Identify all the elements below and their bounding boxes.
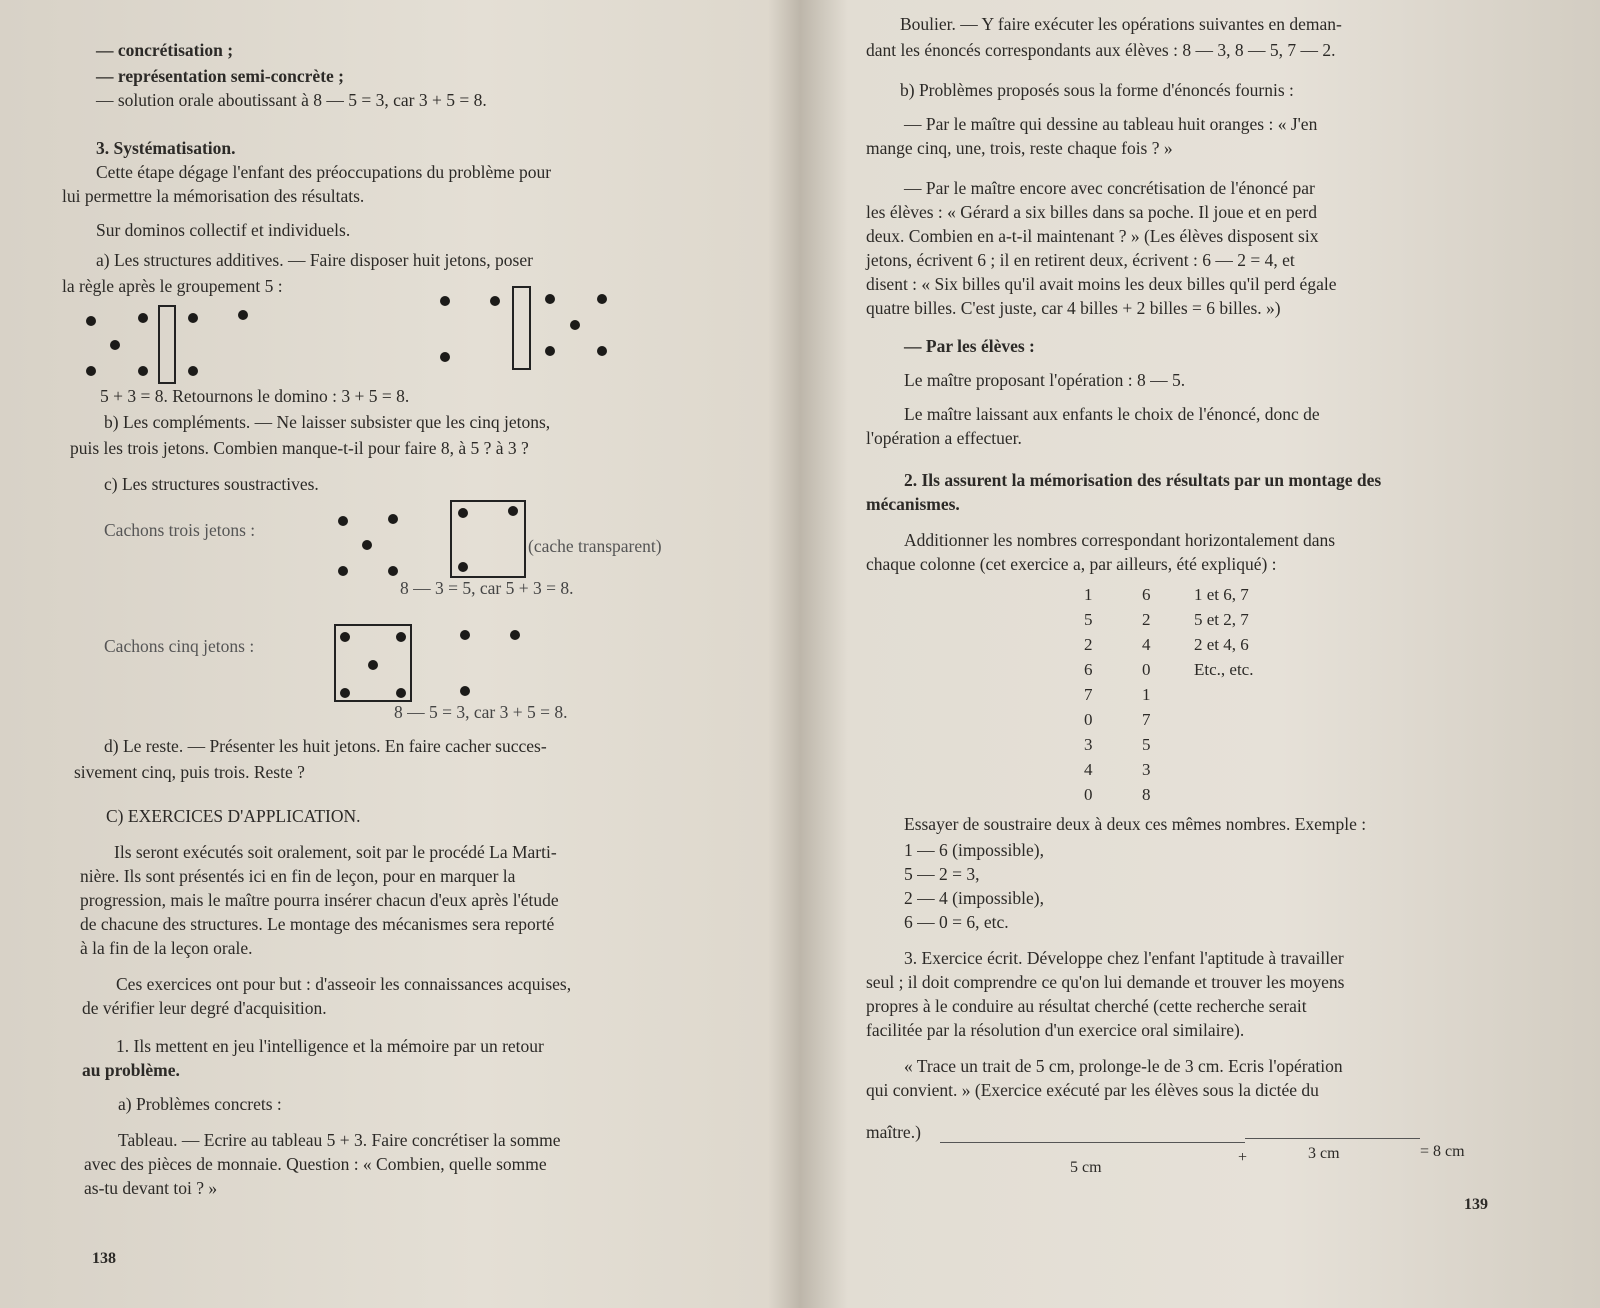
table-cell: 1 et 6, 7 bbox=[1194, 585, 1249, 604]
text-line: 8 — 3 = 5, car 5 + 3 = 8. bbox=[400, 578, 574, 598]
text-line: chaque colonne (cet exercice a, par ailleurs, été expliqué) : bbox=[866, 554, 1277, 574]
text-line: nière. Ils sont présentés ici en fin de leçon, pour en marquer la bbox=[80, 866, 516, 886]
text-line: Essayer de soustraire deux à deux ces mêmes nombres. Exemple : bbox=[904, 814, 1367, 834]
text-line: Cachons trois jetons : bbox=[104, 520, 256, 540]
text-line: c) Les structures soustractives. bbox=[104, 474, 319, 494]
left-page bbox=[0, 0, 790, 1308]
text-line: Additionner les nombres correspondant horizontalement dans bbox=[904, 530, 1336, 550]
table-cell: 3 bbox=[1142, 760, 1151, 779]
segment-label: 3 cm bbox=[1308, 1145, 1340, 1162]
text-line: les élèves : « Gérard a six billes dans sa poche. Il joue et en perd bbox=[866, 202, 1317, 222]
text-line: d) Le reste. — Présenter les huit jetons. En faire cacher succes- bbox=[104, 736, 547, 756]
table-cell: 0 bbox=[1084, 785, 1093, 804]
table-cell: 6 bbox=[1142, 585, 1151, 604]
table-cell: 1 bbox=[1142, 685, 1151, 704]
text-line: avec des pièces de monnaie. Question : « Combien, quelle somme bbox=[84, 1154, 547, 1174]
text-line: Ils seront exécutés soit oralement, soit par le procédé La Marti- bbox=[114, 842, 557, 862]
text-line: dant les énoncés correspondants aux élèves : 8 — 3, 8 — 5, 7 — 2. bbox=[866, 40, 1336, 60]
text-line: Le maître laissant aux enfants le choix de l'énoncé, donc de bbox=[904, 404, 1320, 424]
page-number: 139 bbox=[1464, 1196, 1488, 1213]
text-line: facilitée par la résolution d'un exercice oral similaire). bbox=[866, 1020, 1245, 1040]
token-dot bbox=[508, 506, 518, 516]
token-dot bbox=[368, 660, 378, 670]
token-dot bbox=[388, 514, 398, 524]
section-heading: 2. Ils assurent la mémorisation des résultats par un montage des bbox=[904, 470, 1382, 490]
text-line: de vérifier leur degré d'acquisition. bbox=[82, 998, 327, 1018]
text-line: 6 — 0 = 6, etc. bbox=[904, 912, 1009, 932]
table-cell: 0 bbox=[1084, 710, 1093, 729]
text-line: l'opération a effectuer. bbox=[866, 428, 1022, 448]
token-dot bbox=[458, 562, 468, 572]
table-cell: Etc., etc. bbox=[1194, 660, 1254, 679]
token-dot bbox=[340, 688, 350, 698]
text-line: sivement cinq, puis trois. Reste ? bbox=[74, 762, 305, 782]
ruler-bar bbox=[512, 286, 531, 370]
text-line: disent : « Six billes qu'il avait moins les deux billes qu'il perd égale bbox=[866, 274, 1337, 294]
table-cell: 2 bbox=[1084, 635, 1093, 654]
text-line: puis les trois jetons. Combien manque-t-il pour faire 8, à 5 ? à 3 ? bbox=[70, 438, 529, 458]
table-cell: 2 et 4, 6 bbox=[1194, 635, 1249, 654]
table-cell: 4 bbox=[1142, 635, 1151, 654]
token-dot bbox=[188, 313, 198, 323]
text-line: maître.) bbox=[866, 1122, 921, 1142]
text-line: — Par les élèves : bbox=[904, 336, 1035, 356]
segment-label: 5 cm bbox=[1070, 1159, 1102, 1176]
token-dot bbox=[388, 566, 398, 576]
table-cell: 3 bbox=[1084, 735, 1093, 754]
text-line: de chacune des structures. Le montage des mécanismes sera reporté bbox=[80, 914, 555, 934]
segment-label: + bbox=[1238, 1149, 1248, 1166]
segment-label: = 8 cm bbox=[1420, 1143, 1465, 1160]
token-dot bbox=[460, 630, 470, 640]
table-row bbox=[1084, 782, 1324, 807]
table-row bbox=[1084, 657, 1324, 682]
text-line: — Par le maître encore avec concrétisation de l'énoncé par bbox=[904, 178, 1315, 198]
text-line: Cachons cinq jetons : bbox=[104, 636, 255, 656]
token-dot bbox=[440, 296, 450, 306]
token-dot bbox=[86, 316, 96, 326]
table-row bbox=[1084, 707, 1324, 732]
token-dot bbox=[238, 310, 248, 320]
text-line: « Trace un trait de 5 cm, prolonge-le de 3 cm. Ecris l'opération bbox=[904, 1056, 1343, 1076]
table-cell: 5 et 2, 7 bbox=[1194, 610, 1249, 629]
token-dot bbox=[138, 313, 148, 323]
text-line: progression, mais le maître pourra insérer chacun d'eux après l'étude bbox=[80, 890, 559, 910]
text-line: propres à le conduire au résultat cherché (cette recherche serait bbox=[866, 996, 1307, 1016]
text-line: Le maître proposant l'opération : 8 — 5. bbox=[904, 370, 1186, 390]
table-cell: 7 bbox=[1142, 710, 1151, 729]
text-line: (cache transparent) bbox=[528, 536, 662, 556]
table-row bbox=[1084, 732, 1324, 757]
token-dot bbox=[597, 294, 607, 304]
text-line: 1. Ils mettent en jeu l'intelligence et la mémoire par un retour bbox=[116, 1036, 544, 1056]
page-number: 138 bbox=[92, 1250, 116, 1267]
text-line: 8 — 5 = 3, car 3 + 5 = 8. bbox=[394, 702, 568, 722]
table-row bbox=[1084, 757, 1324, 782]
table-cell: 1 bbox=[1084, 585, 1093, 604]
text-line: lui permettre la mémorisation des résultats. bbox=[62, 186, 365, 206]
text-line: Sur dominos collectif et individuels. bbox=[96, 220, 351, 240]
text-line: Boulier. — Y faire exécuter les opérations suivantes en deman- bbox=[900, 14, 1342, 34]
token-dot bbox=[396, 632, 406, 642]
table-row bbox=[1084, 632, 1324, 657]
token-dot bbox=[338, 566, 348, 576]
table-row bbox=[1084, 582, 1324, 607]
text-line: la règle après le groupement 5 : bbox=[62, 276, 283, 296]
text-line: Cette étape dégage l'enfant des préoccupations du problème pour bbox=[96, 162, 552, 182]
token-dot bbox=[110, 340, 120, 350]
table-cell: 5 bbox=[1142, 735, 1151, 754]
text-line: jetons, écrivent 6 ; il en retirent deux, écrivent : 6 — 2 = 4, et bbox=[866, 250, 1295, 270]
table-cell: 8 bbox=[1142, 785, 1151, 804]
table-cell: 2 bbox=[1142, 610, 1151, 629]
section-heading: 3. Systématisation. bbox=[96, 138, 236, 158]
table-cell: 4 bbox=[1084, 760, 1093, 779]
token-dot bbox=[86, 366, 96, 376]
token-dot bbox=[340, 632, 350, 642]
token-dot bbox=[570, 320, 580, 330]
text-line: mange cinq, une, trois, reste chaque fois ? » bbox=[866, 138, 1173, 158]
table-row bbox=[1084, 607, 1324, 632]
token-dot bbox=[460, 686, 470, 696]
text-line: 2 — 4 (impossible), bbox=[904, 888, 1044, 908]
number-table bbox=[1084, 582, 1324, 812]
text-line: deux. Combien en a-t-il maintenant ? » (Les élèves disposent six bbox=[866, 226, 1319, 246]
text-line: quatre billes. C'est juste, car 4 billes + 2 billes = 6 billes. ») bbox=[866, 298, 1281, 318]
right-page bbox=[800, 0, 1600, 1308]
token-dot bbox=[597, 346, 607, 356]
text-line: 3. Exercice écrit. Développe chez l'enfant l'aptitude à travailler bbox=[904, 948, 1344, 968]
token-dot bbox=[545, 346, 555, 356]
section-heading: C) EXERCICES D'APPLICATION. bbox=[106, 806, 361, 826]
table-row bbox=[1084, 682, 1324, 707]
token-dot bbox=[458, 508, 468, 518]
table-cell: 7 bbox=[1084, 685, 1093, 704]
section-heading: mécanismes. bbox=[866, 494, 960, 514]
text-line: seul ; il doit comprendre ce qu'on lui demande et trouver les moyens bbox=[866, 972, 1345, 992]
text-line: — solution orale aboutissant à 8 — 5 = 3, car 3 + 5 = 8. bbox=[96, 90, 487, 110]
text-line: — concrétisation ; bbox=[96, 40, 234, 60]
text-line: a) Les structures additives. — Faire disposer huit jetons, poser bbox=[96, 250, 533, 270]
table-cell: 6 bbox=[1084, 660, 1093, 679]
text-line: 1 — 6 (impossible), bbox=[904, 840, 1044, 860]
text-line: Tableau. — Ecrire au tableau 5 + 3. Faire concrétiser la somme bbox=[118, 1130, 561, 1150]
segment-3cm bbox=[1245, 1138, 1420, 1139]
text-line: Ces exercices ont pour but : d'asseoir les connaissances acquises, bbox=[116, 974, 572, 994]
token-dot bbox=[490, 296, 500, 306]
token-dot bbox=[396, 688, 406, 698]
text-line: qui convient. » (Exercice exécuté par les élèves sous la dictée du bbox=[866, 1080, 1319, 1100]
text-line: — Par le maître qui dessine au tableau huit oranges : « J'en bbox=[904, 114, 1318, 134]
token-dot bbox=[510, 630, 520, 640]
token-dot bbox=[138, 366, 148, 376]
text-line: b) Les compléments. — Ne laisser subsister que les cinq jetons, bbox=[104, 412, 551, 432]
text-line: — représentation semi-concrète ; bbox=[96, 66, 344, 86]
token-dot bbox=[545, 294, 555, 304]
text-line: 5 — 2 = 3, bbox=[904, 864, 980, 884]
token-dot bbox=[338, 516, 348, 526]
text-line: 5 + 3 = 8. Retournons le domino : 3 + 5 = 8. bbox=[100, 386, 410, 406]
table-cell: 5 bbox=[1084, 610, 1093, 629]
text-line: b) Problèmes proposés sous la forme d'énoncés fournis : bbox=[900, 80, 1294, 100]
token-dot bbox=[440, 352, 450, 362]
text-line: as-tu devant toi ? » bbox=[84, 1178, 218, 1198]
segment-5cm bbox=[940, 1142, 1245, 1143]
token-dot bbox=[188, 366, 198, 376]
token-dot bbox=[362, 540, 372, 550]
text-line: à la fin de la leçon orale. bbox=[80, 938, 253, 958]
ruler-bar bbox=[158, 305, 176, 384]
text-line: a) Problèmes concrets : bbox=[118, 1094, 282, 1114]
text-line: au problème. bbox=[82, 1060, 180, 1080]
table-cell: 0 bbox=[1142, 660, 1151, 679]
